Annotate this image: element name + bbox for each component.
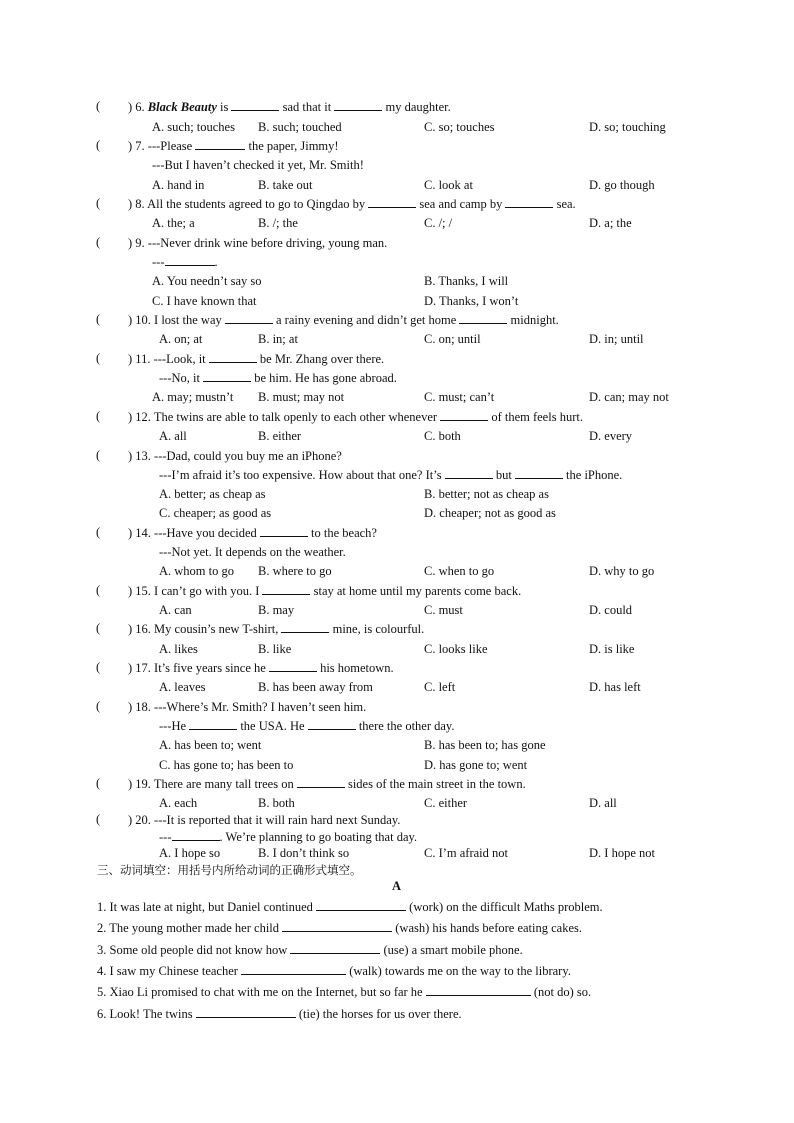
blank[interactable] xyxy=(505,196,553,208)
option-a: A. leaves xyxy=(159,680,206,694)
answer-paren: ( xyxy=(96,235,101,249)
q-text: of them feels hurt. xyxy=(488,410,583,424)
option-d: D. cheaper; not as good as xyxy=(424,506,556,520)
q-text: there the other day. xyxy=(355,719,455,733)
q-text: It’s five years since he xyxy=(154,661,269,675)
option-a: A. each xyxy=(159,796,198,810)
blank[interactable] xyxy=(195,138,245,150)
option-c: C. cheaper; as good as xyxy=(159,506,272,520)
blank[interactable] xyxy=(281,621,329,633)
fill-text: 1. It was late at night, but Daniel continued xyxy=(97,900,317,914)
fill-text: 3. Some old people did not know how xyxy=(97,943,291,957)
q-text: The twins are able to talk openly to each other whenever xyxy=(153,410,441,424)
option-b: B. Thanks, I will xyxy=(424,274,509,288)
fill-item xyxy=(97,1006,462,1022)
question-7 xyxy=(128,138,339,154)
option-a: A. I hope so xyxy=(159,846,221,860)
answer-paren: ( xyxy=(96,138,101,152)
option-d: D. is like xyxy=(589,642,635,656)
q-text: ---It is reported that it will rain hard next Sunday. xyxy=(154,813,401,827)
q-num: ) 14. xyxy=(128,526,151,540)
fill-item xyxy=(97,963,571,979)
blank[interactable] xyxy=(241,963,346,975)
fill-text: (walk) towards me on the way to the library. xyxy=(346,964,571,978)
answer-paren: ( xyxy=(96,448,101,462)
option-a: A. all xyxy=(159,429,187,443)
q-num: ) 7. xyxy=(128,139,145,153)
q-text: I lost the way xyxy=(154,313,225,327)
blank[interactable] xyxy=(290,942,380,954)
q-text: There are many tall trees on xyxy=(153,777,297,791)
blank[interactable] xyxy=(440,409,488,421)
option-c: C. must xyxy=(424,603,463,617)
fill-text: 2. The young mother made her child xyxy=(97,921,283,935)
option-c: C. I’m afraid not xyxy=(424,846,509,860)
option-b: B. I don’t think so xyxy=(258,846,350,860)
q-text: ---He xyxy=(159,719,190,733)
answer-paren: ( xyxy=(96,99,101,113)
blank[interactable] xyxy=(445,467,493,479)
question-17 xyxy=(128,660,394,676)
option-c: C. left xyxy=(424,680,456,694)
q-text: ---I’m afraid it’s too expensive. How about that one? It’s xyxy=(159,468,445,482)
fill-text: 4. I saw my Chinese teacher xyxy=(97,964,242,978)
option-a: A. has been to; went xyxy=(159,738,262,752)
fill-text: 6. Look! The twins xyxy=(97,1007,196,1021)
question-20-reply xyxy=(159,829,417,845)
blank[interactable] xyxy=(515,467,563,479)
q-num: ) 15. xyxy=(128,584,151,598)
option-d: D. in; until xyxy=(589,332,644,346)
option-a: A. the; a xyxy=(152,216,195,230)
option-a: A. on; at xyxy=(159,332,203,346)
question-11 xyxy=(128,351,384,367)
option-b: B. in; at xyxy=(258,332,298,346)
option-c: C. either xyxy=(424,796,468,810)
blank[interactable] xyxy=(165,254,215,266)
fill-text: (wash) his hands before eating cakes. xyxy=(392,921,583,935)
q-num: ) 11. xyxy=(128,352,151,366)
q-num: ) 17. xyxy=(128,661,151,675)
option-b: B. take out xyxy=(258,178,313,192)
q-text: his hometown. xyxy=(316,661,394,675)
blank[interactable] xyxy=(269,660,317,672)
option-a: A. better; as cheap as xyxy=(159,487,266,501)
option-d: D. has gone to; went xyxy=(424,758,528,772)
option-b: B. like xyxy=(258,642,292,656)
question-16 xyxy=(128,621,424,637)
q-text: sea and camp by xyxy=(416,197,506,211)
option-b: B. may xyxy=(258,603,295,617)
option-a: A. may; mustn’t xyxy=(152,390,234,404)
q-num: ) 10. xyxy=(128,313,151,327)
q-num: ) 8. xyxy=(128,197,145,211)
option-c: C. I have known that xyxy=(152,294,257,308)
option-d: D. every xyxy=(589,429,633,443)
q-text: All the students agreed to go to Qingdao by xyxy=(147,197,369,211)
option-b: B. either xyxy=(258,429,302,443)
question-18 xyxy=(128,699,366,715)
q-text: ---Look, it xyxy=(153,352,209,366)
blank[interactable] xyxy=(172,829,220,841)
section-title: 三、动词填空：用括号内所给动词的正确形式填空。 xyxy=(97,863,362,877)
fill-text: 5. Xiao Li promised to chat with me on the Internet, but so far he xyxy=(97,985,426,999)
q-text: the paper, Jimmy! xyxy=(245,139,339,153)
option-c: C. /; / xyxy=(424,216,453,230)
option-a: A. such; touches xyxy=(152,120,235,134)
option-d: D. a; the xyxy=(589,216,632,230)
q-num: ) 13. xyxy=(128,449,151,463)
question-6 xyxy=(128,99,451,115)
blank[interactable] xyxy=(316,899,406,911)
q-text: be Mr. Zhang over there. xyxy=(256,352,385,366)
option-c: C. look at xyxy=(424,178,473,192)
q-text: stay at home until my parents come back. xyxy=(310,584,522,598)
option-c: C. so; touches xyxy=(424,120,495,134)
q-text: ---Have you decided xyxy=(154,526,260,540)
q-text: sides of the main street in the town. xyxy=(344,777,526,791)
q-text: ---Dad, could you buy me an iPhone? xyxy=(154,449,342,463)
blank[interactable] xyxy=(297,776,345,788)
q-text: . We’re planning to go boating that day. xyxy=(219,830,418,844)
answer-paren: ( xyxy=(96,351,101,365)
q-text: . xyxy=(214,255,218,269)
q-text: sea. xyxy=(553,197,576,211)
q-text: ---No, it xyxy=(159,371,204,385)
q-text: ---Never drink wine before driving, young man. xyxy=(147,236,388,250)
q-num: ) 12. xyxy=(128,410,151,424)
question-18-reply xyxy=(159,718,455,734)
section-subtitle: A xyxy=(392,879,402,893)
answer-paren: ( xyxy=(96,409,101,423)
question-12 xyxy=(128,409,583,425)
q-num: ) 18. xyxy=(128,700,151,714)
q-text: the iPhone. xyxy=(562,468,623,482)
question-7-reply: ---But I haven’t checked it yet, Mr. Smith! xyxy=(152,158,364,172)
q-text: --- xyxy=(159,830,172,844)
q-text: sad that it xyxy=(279,100,335,114)
answer-paren: ( xyxy=(96,660,101,674)
fill-text: (use) a smart mobile phone. xyxy=(380,943,523,957)
question-20 xyxy=(128,812,400,828)
blank[interactable] xyxy=(459,312,507,324)
option-d: D. so; touching xyxy=(589,120,666,134)
blank[interactable] xyxy=(368,196,416,208)
q-text: My cousin’s new T-shirt, xyxy=(154,622,282,636)
fill-item xyxy=(97,920,582,936)
option-d: D. all xyxy=(589,796,617,810)
question-14-reply: ---Not yet. It depends on the weather. xyxy=(159,545,346,559)
option-a: A. can xyxy=(159,603,192,617)
blank[interactable] xyxy=(260,525,308,537)
fill-text: (tie) the horses for us over there. xyxy=(295,1007,462,1021)
option-b: B. both xyxy=(258,796,295,810)
option-d: D. can; may not xyxy=(589,390,669,404)
question-15 xyxy=(128,583,521,599)
answer-paren: ( xyxy=(96,583,101,597)
blank[interactable] xyxy=(203,370,251,382)
option-c: C. both xyxy=(424,429,461,443)
blank[interactable] xyxy=(196,1006,296,1018)
option-c: C. must; can’t xyxy=(424,390,495,404)
fill-item xyxy=(97,984,591,1000)
q-text: the USA. He xyxy=(237,719,308,733)
option-b: B. better; not as cheap as xyxy=(424,487,549,501)
answer-paren: ( xyxy=(96,312,101,326)
q-text: mine, is colourful. xyxy=(329,622,425,636)
question-9-reply xyxy=(152,254,218,270)
blank[interactable] xyxy=(231,99,279,111)
q-text: ---Please xyxy=(147,139,196,153)
q-text: my daughter. xyxy=(382,100,451,114)
answer-paren: ( xyxy=(96,621,101,635)
q-num: ) 9. xyxy=(128,236,145,250)
option-d: D. why to go xyxy=(589,564,655,578)
question-19 xyxy=(128,776,526,792)
q-text: to the beach? xyxy=(307,526,377,540)
q-text: I can’t go with you. I xyxy=(154,584,263,598)
fill-item xyxy=(97,899,603,915)
blank[interactable] xyxy=(334,99,382,111)
q-text: midnight. xyxy=(507,313,559,327)
option-d: D. I hope not xyxy=(589,846,655,860)
question-13 xyxy=(128,448,342,464)
option-c: C. has gone to; has been to xyxy=(159,758,294,772)
book-title: Black Beauty xyxy=(147,100,217,114)
q-num: ) 19. xyxy=(128,777,151,791)
q-text: a rainy evening and didn’t get home xyxy=(272,313,460,327)
answer-paren: ( xyxy=(96,812,101,826)
option-d: D. Thanks, I won’t xyxy=(424,294,519,308)
option-d: D. has left xyxy=(589,680,641,694)
option-d: D. go though xyxy=(589,178,655,192)
q-num: ) 16. xyxy=(128,622,151,636)
option-d: D. could xyxy=(589,603,633,617)
question-13-reply xyxy=(159,467,622,483)
fill-item xyxy=(97,942,523,958)
question-14 xyxy=(128,525,377,541)
question-10 xyxy=(128,312,559,328)
option-a: A. You needn’t say so xyxy=(152,274,262,288)
answer-paren: ( xyxy=(96,525,101,539)
q-text: --- xyxy=(152,255,165,269)
q-text: ---Where’s Mr. Smith? I haven’t seen him. xyxy=(154,700,367,714)
option-b: B. /; the xyxy=(258,216,298,230)
blank[interactable] xyxy=(308,718,356,730)
q-num: ) 20. xyxy=(128,813,151,827)
blank[interactable] xyxy=(225,312,273,324)
q-text: be him. He has gone abroad. xyxy=(251,371,397,385)
option-c: C. on; until xyxy=(424,332,481,346)
option-a: A. likes xyxy=(159,642,198,656)
blank[interactable] xyxy=(189,718,237,730)
option-c: C. looks like xyxy=(424,642,488,656)
option-b: B. has been to; has gone xyxy=(424,738,546,752)
q-text: but xyxy=(492,468,515,482)
fill-text: (work) on the difficult Maths problem. xyxy=(406,900,603,914)
blank[interactable] xyxy=(426,984,531,996)
answer-paren: ( xyxy=(96,699,101,713)
blank[interactable] xyxy=(262,583,310,595)
answer-paren: ( xyxy=(96,776,101,790)
q-text: is xyxy=(216,100,232,114)
fill-text: (not do) so. xyxy=(530,985,592,999)
q-num: ) 6. xyxy=(128,100,145,114)
blank[interactable] xyxy=(282,920,392,932)
blank[interactable] xyxy=(209,351,257,363)
option-b: B. has been away from xyxy=(258,680,373,694)
question-11-reply xyxy=(159,370,397,386)
option-a: A. hand in xyxy=(152,178,205,192)
option-b: B. must; may not xyxy=(258,390,345,404)
option-c: C. when to go xyxy=(424,564,495,578)
option-b: B. such; touched xyxy=(258,120,342,134)
question-8 xyxy=(128,196,576,212)
option-a: A. whom to go xyxy=(159,564,234,578)
answer-paren: ( xyxy=(96,196,101,210)
option-b: B. where to go xyxy=(258,564,332,578)
question-9 xyxy=(128,235,387,251)
